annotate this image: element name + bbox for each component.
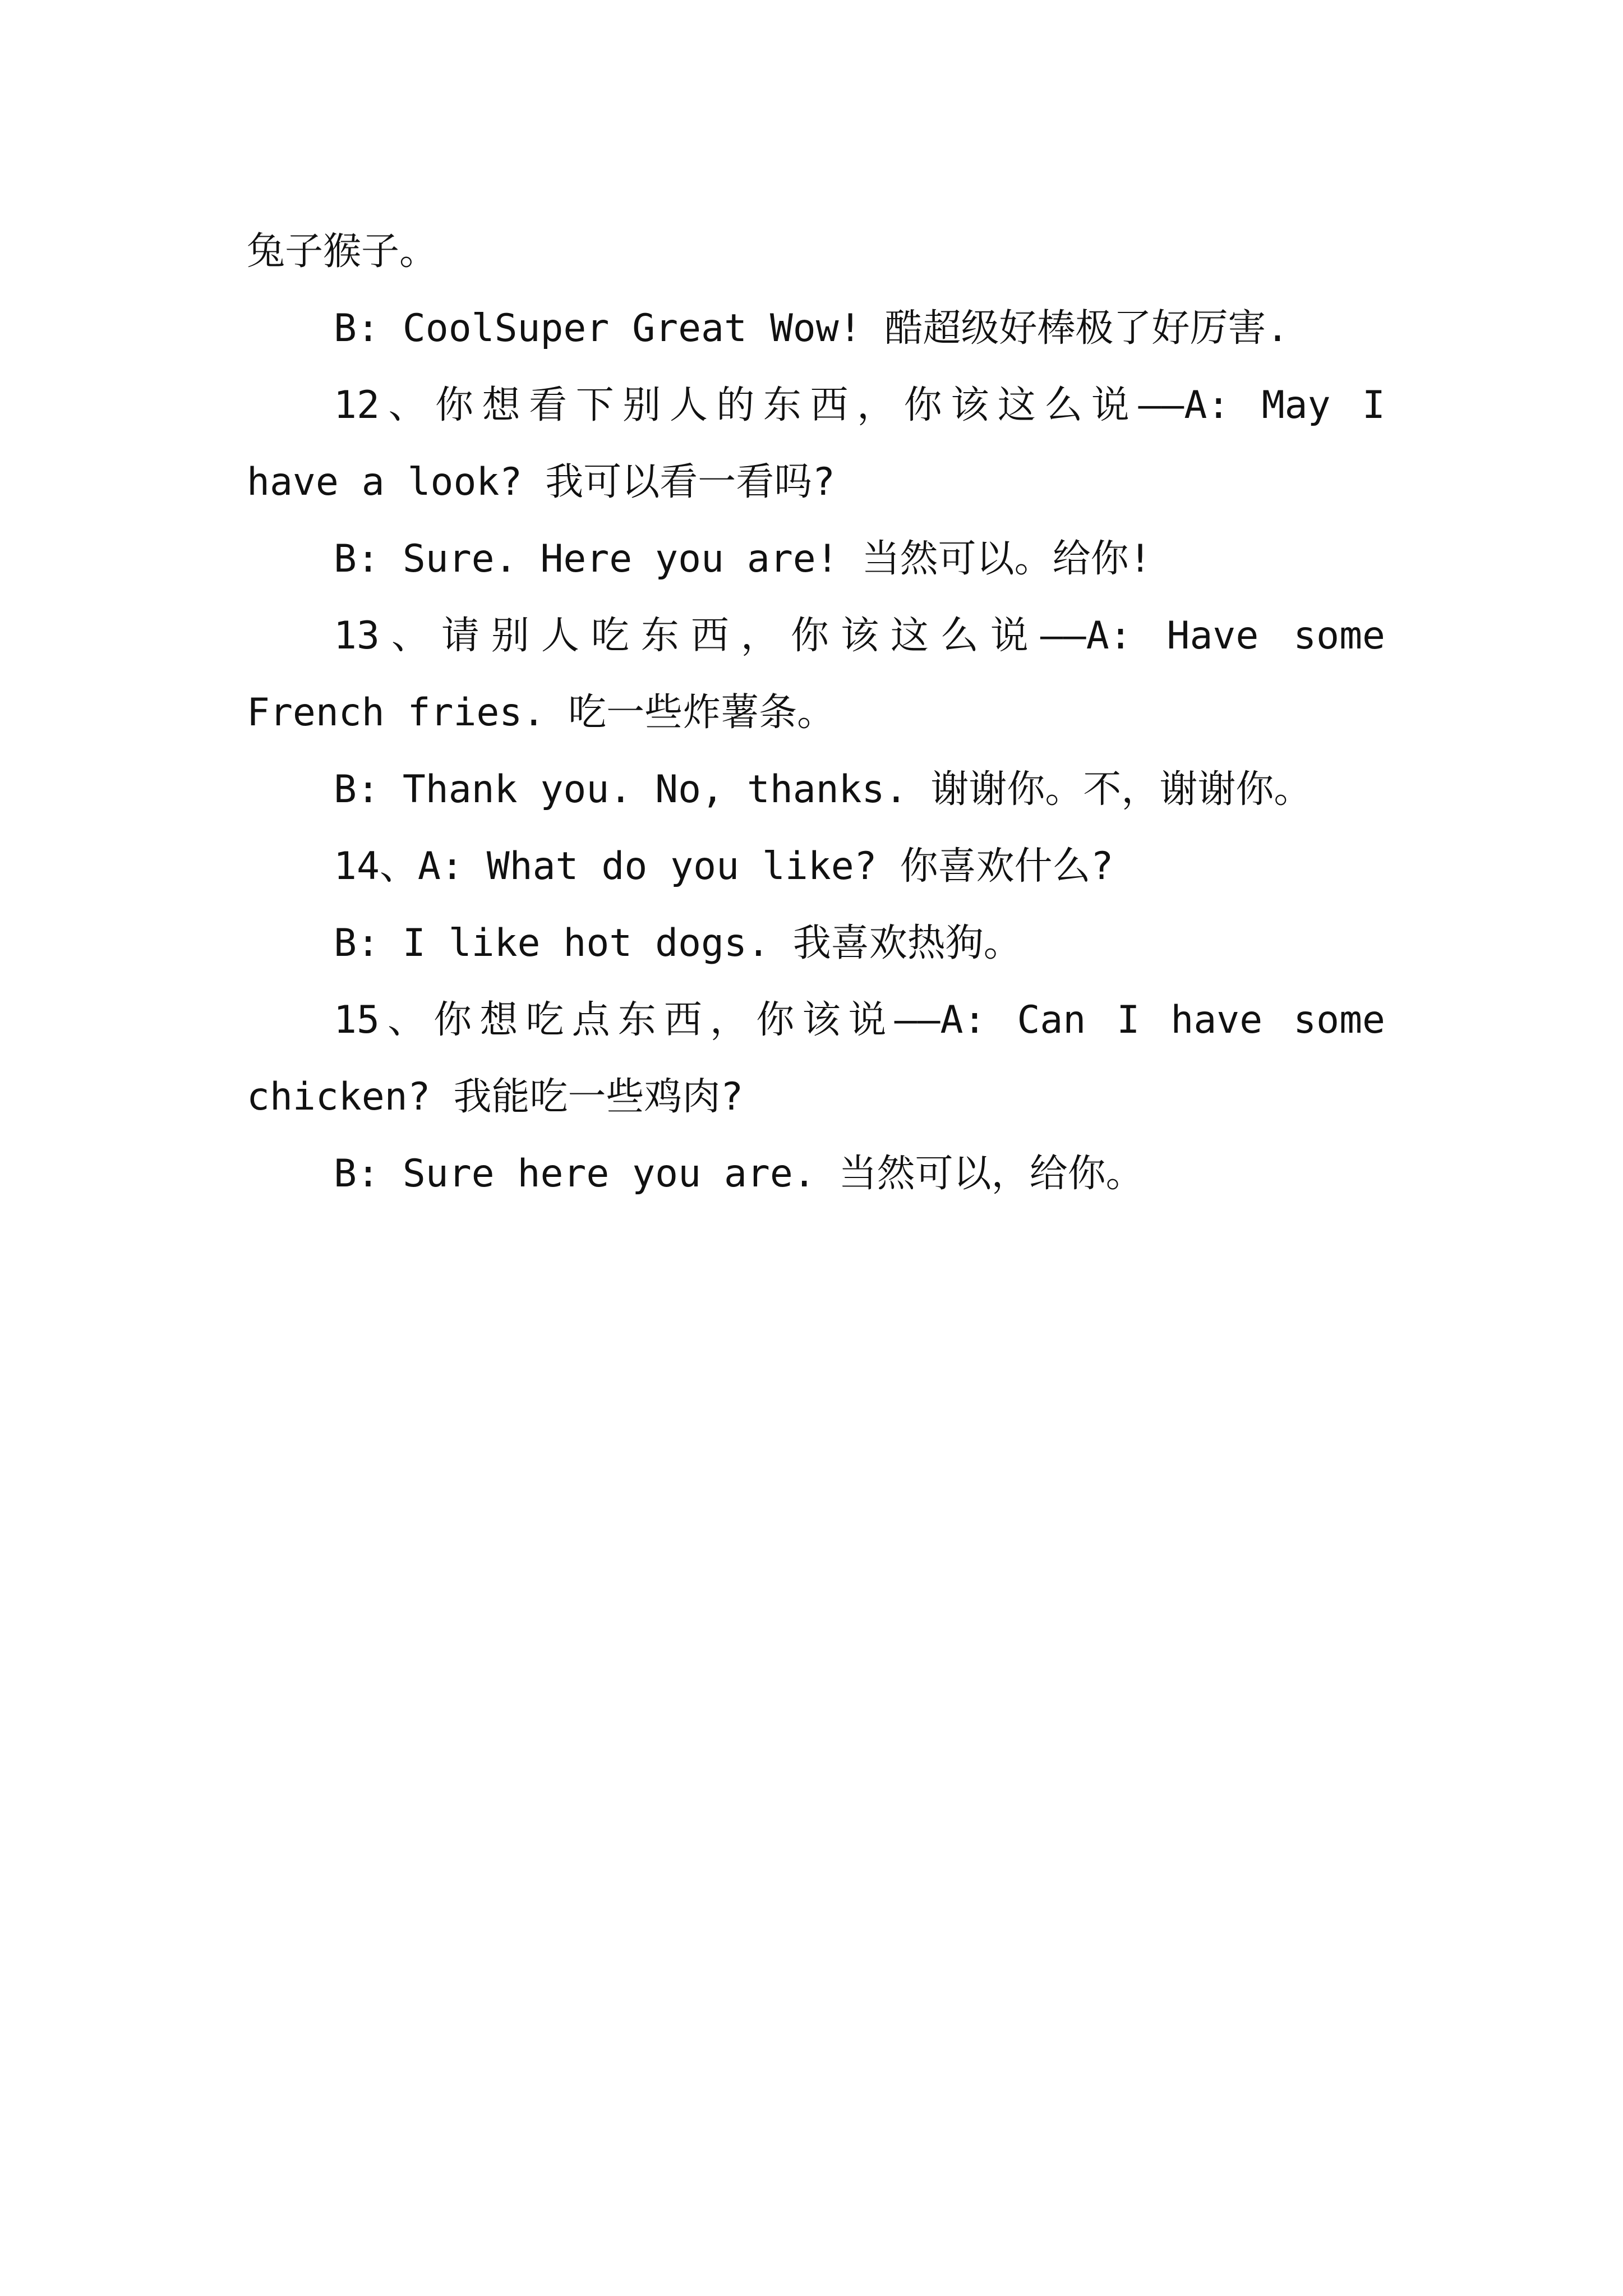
text-line: 15、你想吃点东西，你该说——A: Can I have some: [334, 998, 1385, 1042]
text-line: 13、请别人吃东西，你该这么说——A: Have some: [334, 614, 1385, 658]
text-line: 12、你想看下别人的东西，你该这么说——A: May I: [334, 383, 1385, 427]
text-line: French fries. 吃一些炸薯条。: [247, 691, 836, 735]
text-line: B: Sure. Here you are! 当然可以。给你!: [334, 537, 1152, 581]
text-line: have a look? 我可以看一看吗?: [247, 460, 836, 504]
text-line: 兔子猴子。: [247, 229, 438, 274]
text-line: B: Thank you. No, thanks. 谢谢你。不，谢谢你。: [334, 767, 1312, 812]
text-line: 14、A: What do you like? 你喜欢什么?: [334, 844, 1114, 889]
text-line: B: CoolSuper Great Wow! 酷超级好棒极了好厉害.: [334, 306, 1289, 351]
text-line: B: I like hot dogs. 我喜欢热狗。: [334, 921, 1022, 965]
text-line: B: Sure here you are. 当然可以，给你。: [334, 1152, 1144, 1196]
text-line: chicken? 我能吃一些鸡肉?: [247, 1075, 744, 1119]
document-body: [247, 213, 1385, 1212]
